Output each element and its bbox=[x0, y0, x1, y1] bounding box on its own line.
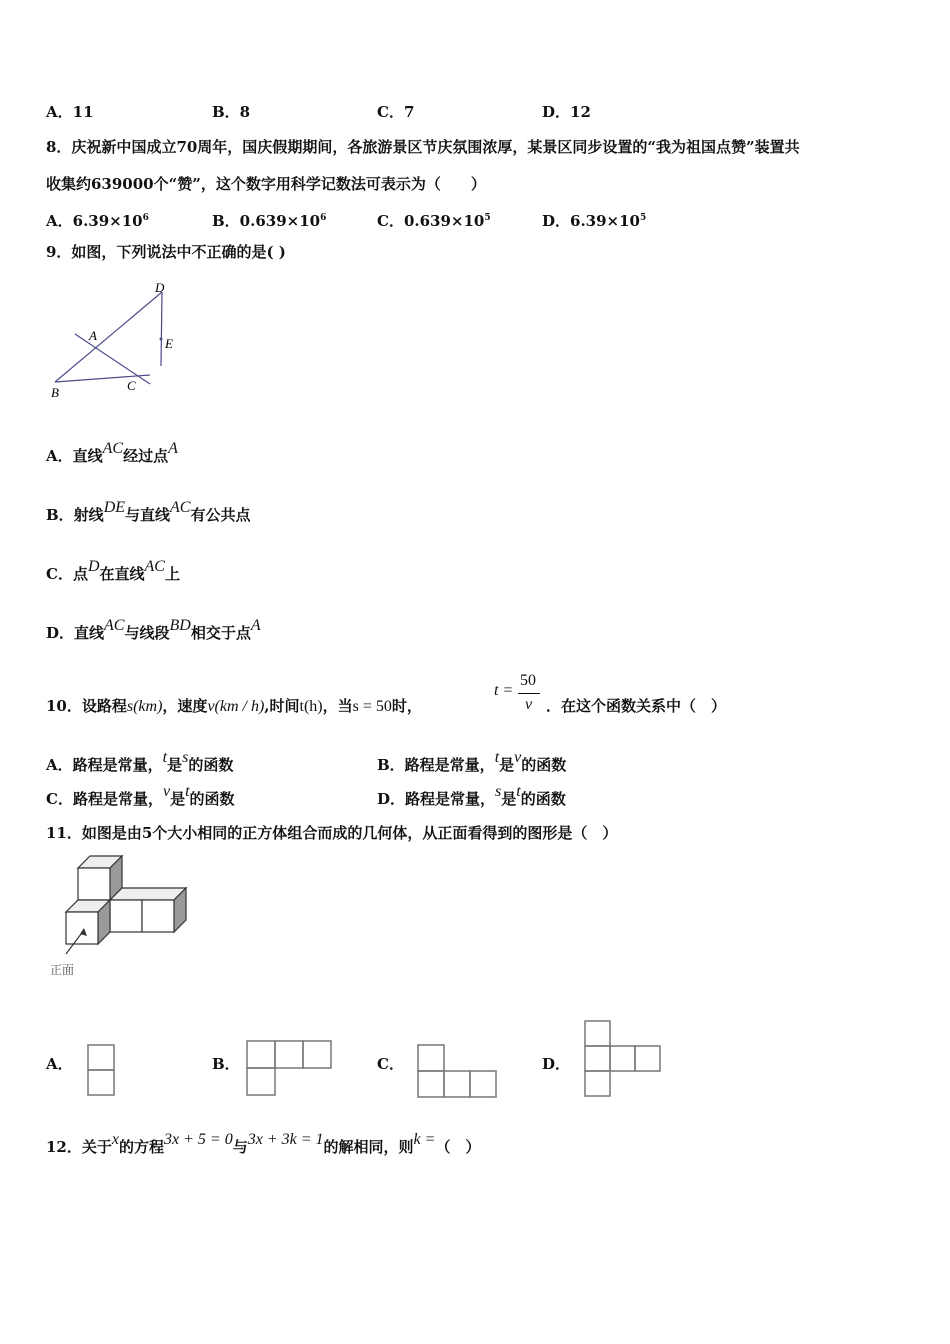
q10-frac-lhs: t = bbox=[494, 682, 514, 699]
q12-stem: 12．关于x的方程3x + 5 = 0与3x + 3k = 1的解相同，则k =（ ） bbox=[46, 1131, 481, 1156]
q8-option-d: D．$6.39\times 10^5$ bbox=[542, 212, 647, 230]
q11-option-c: C． bbox=[377, 1055, 404, 1073]
q11-option-d-figure bbox=[584, 1018, 666, 1102]
q8-option-a: A．$6.39\times 10^6$ bbox=[46, 212, 149, 230]
q11-option-a-figure bbox=[87, 1044, 117, 1098]
q10-option-c: C．路程是常量，v是t的函数 bbox=[46, 783, 235, 808]
q9-stem: 9．如图，下列说法中不正确的是( ) bbox=[46, 243, 286, 261]
q10-option-a: A．路程是常量，t是s的函数 bbox=[46, 749, 234, 774]
q7-option-b: B．8 bbox=[212, 103, 251, 121]
q10-frac-den: v bbox=[525, 696, 533, 713]
q9-geometry-figure bbox=[40, 278, 200, 408]
q9-option-b: B．射线DE与直线AC有公共点 bbox=[46, 499, 251, 524]
q9-option-d: D．直线AC与线段BD相交于点A bbox=[46, 617, 261, 642]
q11-option-a: A． bbox=[46, 1055, 73, 1073]
q11-option-b: B． bbox=[212, 1055, 240, 1073]
fig-label-a: A bbox=[89, 328, 97, 343]
q8-stem-line1: 8．庆祝新中国成立70周年，国庆假期期间，各旅游景区节庆氛围浓厚，某景区同步设置的“我为祖国点赞”装置共 bbox=[46, 138, 800, 156]
q9-option-a: A．直线AC经过点A bbox=[46, 440, 178, 465]
fig-label-c: C bbox=[127, 378, 136, 393]
q7-option-a: A．11 bbox=[46, 103, 94, 121]
q7-option-c: C．7 bbox=[377, 103, 415, 121]
q9-option-c: C．点D在直线AC上 bbox=[46, 558, 180, 583]
q10-frac-num: 50 bbox=[520, 672, 536, 689]
fig-label-b: B bbox=[51, 385, 59, 400]
q10-stem-tail: ．在这个函数关系中（ ） bbox=[546, 697, 727, 715]
q11-stem: 11．如图是由5个大小相同的正方体组合而成的几何体，从正面看得到的图形是（ ） bbox=[46, 824, 618, 842]
q10-stem: 10．设路程s(km)，速度v(km / h),时间t(h)，当s = 50时， bbox=[46, 697, 422, 715]
front-view-label: 正面 bbox=[50, 963, 75, 977]
q11-option-c-figure bbox=[417, 1044, 501, 1100]
q8-option-b: B．$0.639\times 10^6$ bbox=[212, 212, 327, 230]
q11-option-d: D． bbox=[542, 1055, 571, 1073]
q8-option-c: C．$0.639\times 10^5$ bbox=[377, 212, 491, 230]
q10-option-b: B．路程是常量，t是v的函数 bbox=[377, 749, 567, 774]
fig-label-e: E bbox=[165, 336, 173, 351]
q10-frac-bar bbox=[518, 693, 540, 694]
fig-label-d: D bbox=[155, 280, 165, 295]
q11-option-b-figure bbox=[246, 1040, 336, 1098]
q7-option-d: D．12 bbox=[542, 103, 591, 121]
q8-stem-line2: 收集约639000个“赞”，这个数字用科学记数法可表示为（ ） bbox=[46, 175, 486, 193]
q11-cube-figure bbox=[40, 850, 200, 985]
q10-option-d: D．路程是常量，s是t的函数 bbox=[377, 783, 566, 808]
